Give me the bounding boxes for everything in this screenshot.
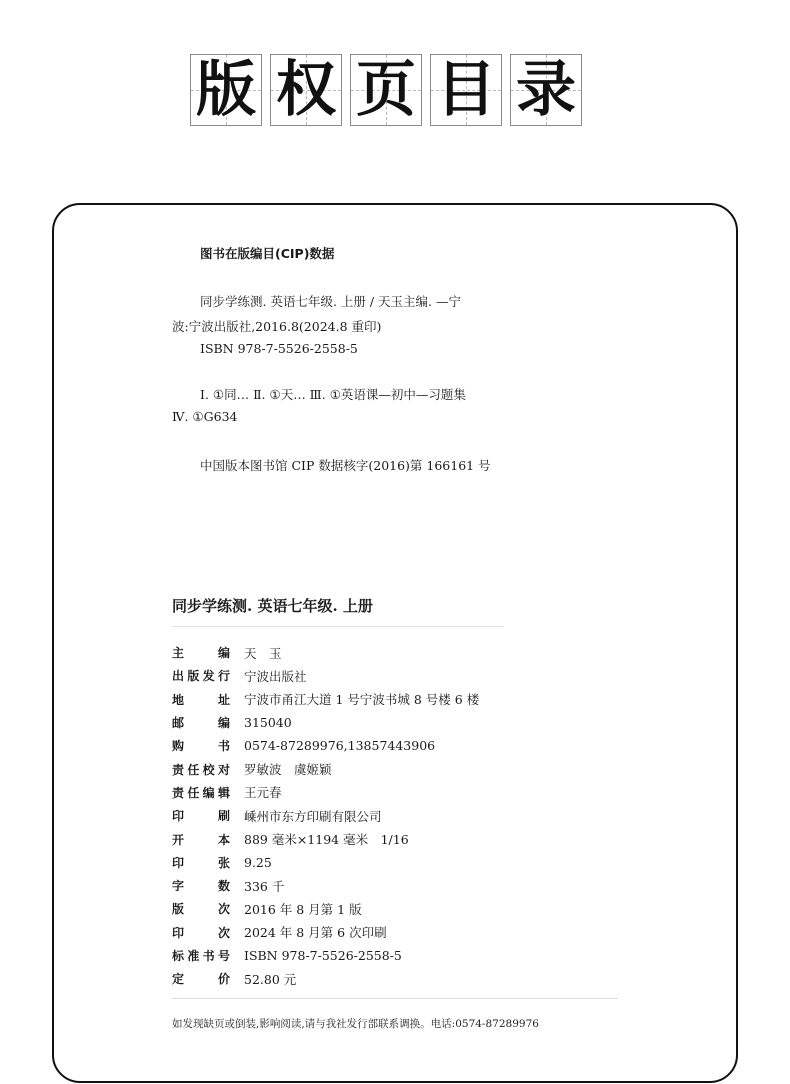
info-label [172, 761, 230, 778]
info-label [172, 900, 230, 917]
title-char: 页 [356, 55, 416, 125]
info-label-char: 购 [172, 739, 185, 754]
info-label [172, 854, 230, 871]
info-row [172, 897, 479, 920]
info-row [172, 734, 479, 757]
divider [172, 626, 504, 627]
info-label [172, 924, 230, 941]
info-label-char: 书 [202, 949, 215, 963]
footer-note: 如发现缺页或倒装,影响阅读,请与我社发行部联系调换。电话:0574-87289976 [172, 1018, 539, 1030]
info-row [172, 641, 479, 664]
info-label-char: 定 [172, 972, 185, 987]
title-char-box [190, 54, 262, 126]
info-label [172, 737, 230, 754]
info-row [172, 757, 479, 780]
info-row [172, 664, 479, 687]
page-title [190, 54, 582, 126]
info-value: 336 千 [244, 878, 285, 894]
info-value: 王元春 [244, 785, 282, 801]
info-label [172, 877, 230, 894]
info-label-char: 校 [202, 762, 215, 777]
info-row [172, 967, 479, 990]
info-label-char: 开 [172, 832, 185, 847]
info-row [172, 921, 479, 944]
info-value: 罗敏波 虞姬颖 [244, 762, 332, 778]
info-label [172, 691, 230, 708]
info-label-char: 编 [217, 716, 230, 731]
info-row [172, 688, 479, 711]
info-label-char: 次 [217, 902, 230, 917]
cip-heading: 图书在版编目(CIP)数据 [200, 246, 335, 261]
info-label [172, 714, 230, 731]
info-label-char: 责 [172, 785, 185, 800]
info-label [172, 831, 230, 848]
info-label-char: 版 [187, 669, 200, 684]
title-char-box [270, 54, 342, 126]
info-label-char: 张 [217, 855, 230, 870]
title-char-box [430, 54, 502, 126]
info-label-char: 出 [172, 669, 185, 684]
info-label-char: 数 [217, 879, 230, 894]
info-label-char: 地 [172, 692, 185, 707]
title-char-box [510, 54, 582, 126]
cip-line: Ⅳ. ①G634 [172, 409, 238, 424]
info-value: 52.80 元 [244, 971, 297, 987]
info-label-char: 书 [217, 739, 230, 754]
cip-line: 波:宁波出版社,2016.8(2024.8 重印) [172, 319, 382, 334]
info-row [172, 851, 479, 874]
info-value: 宁波出版社 [244, 668, 307, 684]
info-label-char: 印 [172, 855, 185, 870]
info-value: 2024 年 8 月第 6 次印刷 [244, 925, 387, 941]
info-label [172, 667, 230, 684]
info-label-char: 址 [217, 692, 230, 707]
info-value: 9.25 [244, 854, 272, 870]
info-label [172, 947, 230, 964]
book-title: 同步学练测. 英语七年级. 上册 [172, 597, 373, 615]
title-char: 目 [436, 55, 496, 125]
info-label-char: 次 [217, 925, 230, 940]
info-row [172, 804, 479, 827]
info-label-char: 号 [217, 949, 230, 963]
info-label-char: 邮 [172, 716, 185, 731]
info-label-char: 本 [217, 832, 230, 847]
info-label-char: 行 [217, 669, 230, 684]
info-label-char: 对 [217, 762, 230, 777]
info-row [172, 827, 479, 850]
info-row [172, 874, 479, 897]
info-label-char: 版 [172, 902, 185, 917]
info-label-char: 标 [172, 949, 185, 963]
info-label-char: 印 [172, 809, 185, 824]
info-label-char: 刷 [217, 809, 230, 824]
info-label [172, 784, 230, 801]
info-label-char: 编 [202, 785, 215, 800]
title-char: 录 [516, 55, 576, 125]
info-label-char: 辑 [217, 785, 230, 800]
info-label-char: 发 [202, 669, 215, 684]
title-char-box [350, 54, 422, 126]
cip-line: ISBN 978-7-5526-2558-5 [200, 341, 358, 356]
book-info-table [172, 641, 479, 990]
info-value: 嵊州市东方印刷有限公司 [244, 808, 382, 824]
info-value: ISBN 978-7-5526-2558-5 [244, 948, 402, 963]
info-label-char: 主 [172, 646, 185, 661]
info-value: 天 玉 [244, 645, 282, 661]
info-label-char: 准 [187, 949, 200, 963]
info-row [172, 781, 479, 804]
cip-line: Ⅰ. ①同… Ⅱ. ①天… Ⅲ. ①英语课—初中—习题集 [200, 387, 466, 402]
cip-line: 中国版本图书馆 CIP 数据核字(2016)第 166161 号 [200, 458, 491, 473]
info-label-char: 任 [187, 762, 200, 777]
info-value: 2016 年 8 月第 1 版 [244, 901, 362, 917]
cip-line: 同步学练测. 英语七年级. 上册 / 天玉主编. —宁 [200, 294, 461, 309]
info-value: 0574-87289976,13857443906 [244, 738, 436, 754]
info-label [172, 644, 230, 661]
info-value: 宁波市甬江大道 1 号宁波书城 8 号楼 6 楼 [244, 692, 480, 708]
title-char: 版 [196, 55, 256, 125]
info-label-char: 印 [172, 925, 185, 940]
info-row [172, 944, 479, 967]
info-label-char: 编 [217, 646, 230, 661]
info-label-char: 字 [172, 879, 185, 894]
info-label [172, 807, 230, 824]
info-row [172, 711, 479, 734]
title-char: 权 [276, 55, 336, 125]
info-value: 889 毫米×1194 毫米 1/16 [244, 832, 409, 848]
info-label-char: 任 [187, 785, 200, 800]
divider [172, 998, 618, 999]
info-label-char: 价 [217, 972, 230, 987]
info-value: 315040 [244, 715, 292, 731]
info-label-char: 责 [172, 762, 185, 777]
info-label [172, 970, 230, 987]
